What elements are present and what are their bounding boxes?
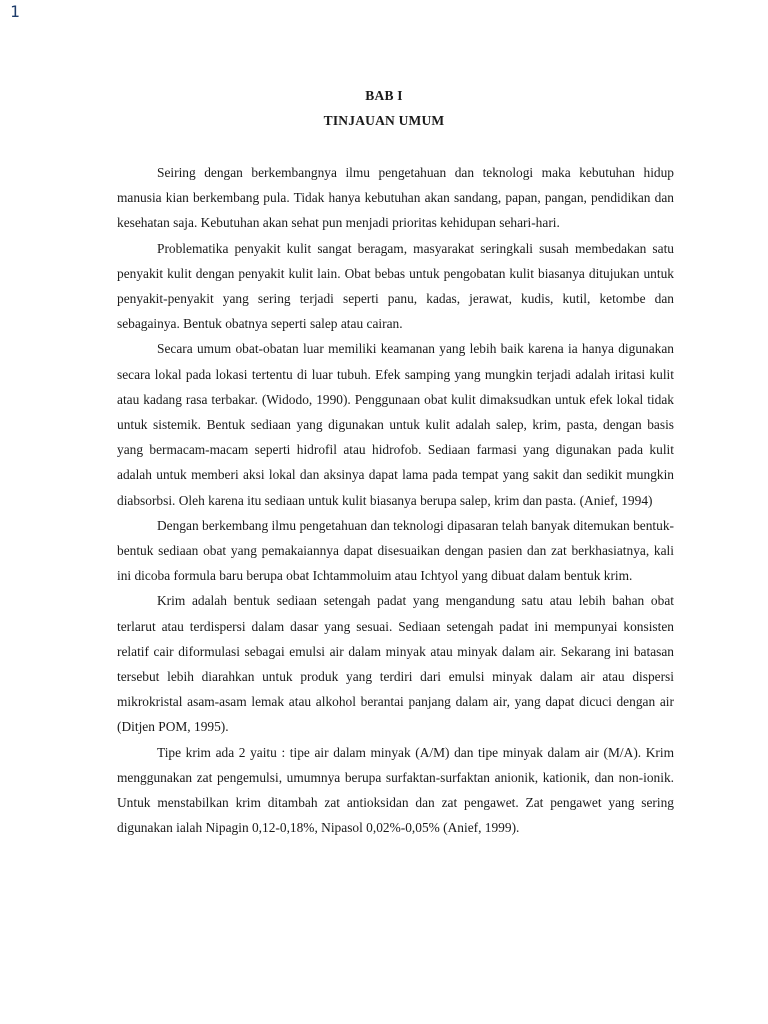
document-body bbox=[117, 160, 674, 840]
chapter-label: BAB I bbox=[365, 88, 403, 103]
paragraph: Seiring dengan berkembangnya ilmu pengetahuan dan teknologi maka kebutuhan hidup manusia kian berkembang pula. Tidak hanya kebutuhan akan sandang, papan, pangan, pendidikan dan kesehatan saja. Kebutuhan akan sehat pun menjadi prioritas kehidupan sehari-hari. bbox=[117, 165, 674, 231]
paragraph: Krim adalah bentuk sediaan setengah padat yang mengandung satu atau lebih bahan obat terlarut atau terdispersi dalam dasar yang sesuai. Sediaan setengah padat ini mempunyai konsisten relatif cair diformulasi sebagai emulsi air dalam minyak atau minyak dalam air. Sekarang ini batasan tersebut lebih diarahkan untuk produk yang terdiri dari emulsi minyak dalam air atau dispersi mikrokristal asam-asam lemak atau alkohol berantai panjang dalam air, yang dapat dicuci dengan air (Ditjen POM, 1995). bbox=[117, 593, 674, 735]
paragraph: Dengan berkembang ilmu pengetahuan dan teknologi dipasaran telah banyak ditemukan bentuk-bentuk sediaan obat yang pemakaiannya dapat disesuaikan dengan pasien dan zat berkhasiatnya, kali ini dicoba formula baru berupa obat Ichtammoluim atau Ichtyol yang dibuat dalam bentuk krim. bbox=[117, 517, 674, 584]
page-number: 1 bbox=[10, 2, 20, 21]
chapter-title: TINJAUAN UMUM bbox=[323, 113, 445, 128]
paragraph: Secara umum obat-obatan luar memiliki keamanan yang lebih baik karena ia hanya digunakan secara lokal pada lokasi tertentu di luar tubuh. Efek samping yang mungkin terjadi adalah iritasi kulit atau kadang rasa terbakar. (Widodo, 1990). Penggunaan obat kulit dimaksudkan untuk efek lokal tidak untuk sistemik. Bentuk sediaan yang digunakan untuk kulit adalah salep, krim, pasta, dengan basis yang bermacam-macam seperti hidrofil atau hidrofob. Sediaan farmasi yang digunakan pada kulit adalah untuk memberi aksi lokal dan aksinya dapat lama pada tempat yang sakit dan sedikit mungkin diabsorbsi. Oleh karena itu sediaan untuk kulit biasanya berupa salep, krim dan pasta. (Anief, 1994) bbox=[117, 341, 674, 508]
paragraph: Tipe krim ada 2 yaitu : tipe air dalam minyak (A/M) dan tipe minyak dalam air (M/A). Krim menggunakan zat pengemulsi, umumnya berupa surfaktan-surfaktan anionik, kationik, dan non-ionik. Untuk menstabilkan krim ditambah zat antioksidan dan zat pengawet. Zat pengawet yang sering digunakan ialah Nipagin 0,12-0,18%, Nipasol 0,02%-0,05% (Anief, 1999). bbox=[117, 744, 674, 836]
paragraph: Problematika penyakit kulit sangat beragam, masyarakat seringkali susah membedakan satu penyakit kulit dengan penyakit kulit lain. Obat bebas untuk pengobatan kulit biasanya ditujukan untuk penyakit-penyakit yang sering terjadi seperti panu, kadas, jerawat, kudis, kutil, ketombe dan sebagainya. Bentuk obatnya seperti salep atau cairan. bbox=[117, 240, 674, 332]
